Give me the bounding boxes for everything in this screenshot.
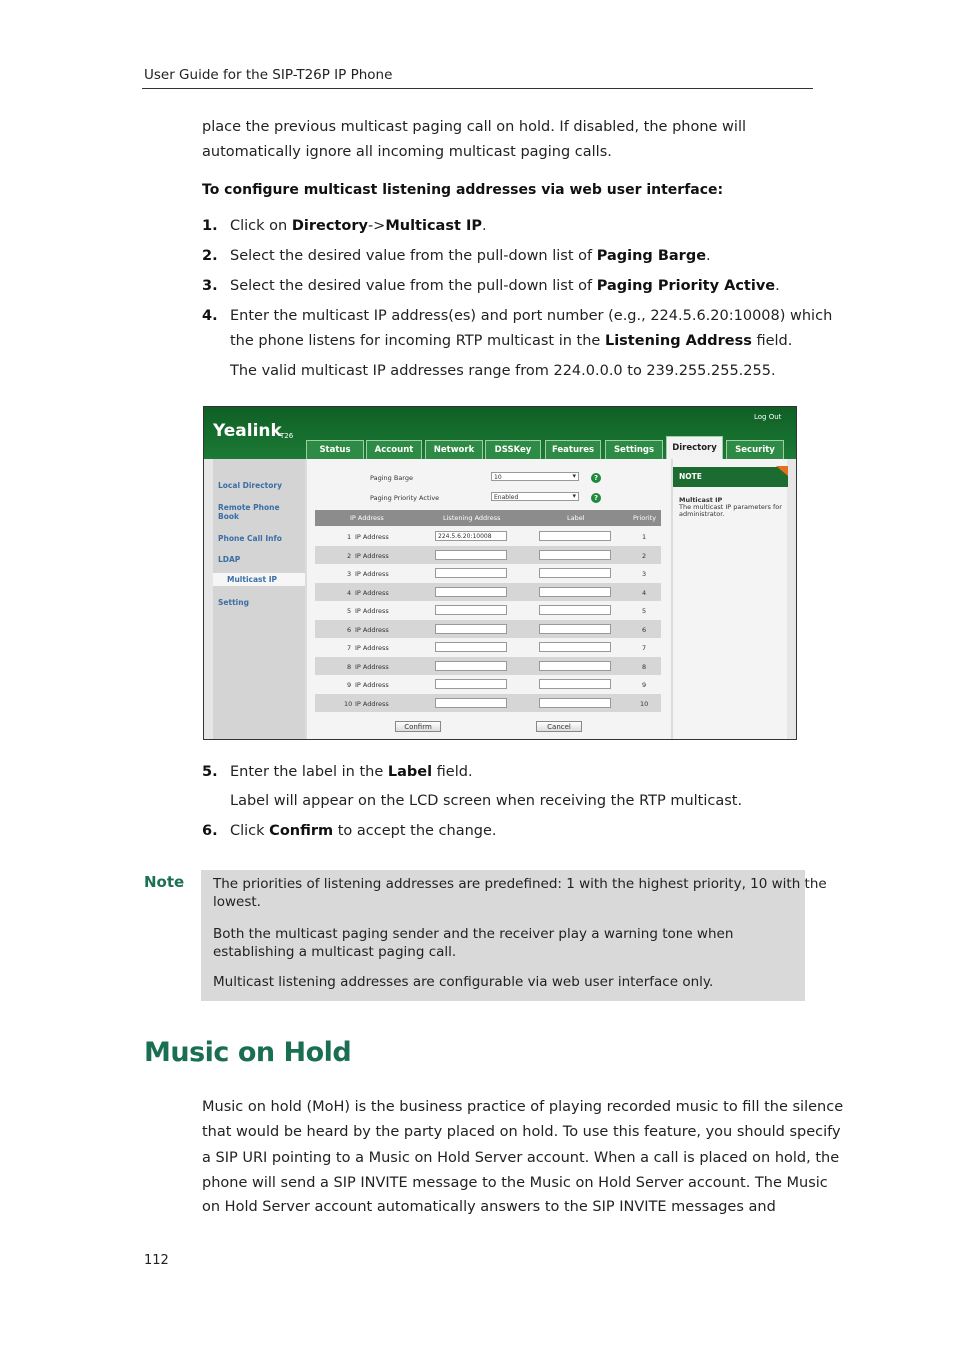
web-ui-screenshot <box>203 406 797 740</box>
row-priority: 7 <box>642 644 647 652</box>
step-3-post: . <box>775 278 780 294</box>
row-priority: 9 <box>642 681 647 689</box>
page-number: 112 <box>144 1253 169 1268</box>
listening-address-input[interactable] <box>435 587 507 597</box>
header-rule <box>142 88 813 89</box>
row-ip-label: IP Address <box>355 681 389 689</box>
step-1-directory: Directory <box>291 218 368 234</box>
tab-features[interactable]: Features <box>545 440 601 459</box>
label-input[interactable] <box>539 550 611 560</box>
row-ip-name: 8 <box>347 662 352 671</box>
step-1-arrow: -> <box>367 218 386 234</box>
step-1-text <box>230 218 487 234</box>
section-line-4: phone will send a SIP INVITE message to the Music on Hold Server account. The Music <box>202 1175 828 1191</box>
intro-line-2: automatically ignore all incoming multicast paging calls. <box>202 144 612 160</box>
listening-address-input[interactable] <box>435 642 507 652</box>
step-1-number: 1. <box>202 218 218 234</box>
yealink-logo: Yealink <box>213 421 282 441</box>
row-ip-name: 1 <box>347 533 352 541</box>
note-p1-line-2: lowest. <box>213 894 261 910</box>
label-input[interactable] <box>539 679 611 689</box>
column-ip-address: IP Address <box>350 514 384 522</box>
confirm-button[interactable]: Confirm <box>395 721 441 732</box>
step-5-pre: Enter the label in the <box>230 764 388 780</box>
step-3-paging-priority: Paging Priority Active <box>596 278 776 294</box>
label-input[interactable] <box>539 642 611 652</box>
logo-model: T26 <box>280 432 294 440</box>
step-2-pre: Select the desired value from the pull-down list of <box>230 248 597 264</box>
row-ip-name: 9 <box>347 681 352 689</box>
step-5-number: 5. <box>202 764 218 780</box>
column-priority: Priority <box>633 514 657 522</box>
label-input[interactable] <box>539 698 611 708</box>
step-5-text <box>230 764 473 780</box>
row-priority: 8 <box>642 662 647 671</box>
sidebar-item-multicast-ip[interactable]: Multicast IP <box>213 573 305 586</box>
row-ip-label: IP Address <box>355 662 389 671</box>
section-line-1: Music on hold (MoH) is the business practice of playing recorded music to fill the silence <box>202 1099 844 1115</box>
listening-address-input[interactable] <box>435 698 507 708</box>
tab-status[interactable]: Status <box>306 440 364 459</box>
sidebar-item-local-directory[interactable]: Local Directory <box>218 481 282 490</box>
label-input[interactable] <box>539 661 611 671</box>
tab-network[interactable]: Network <box>425 440 483 459</box>
procedure-heading: To configure multicast listening addresses via web user interface: <box>202 182 724 198</box>
row-ip-label: IP Address <box>355 551 389 560</box>
row-priority: 1 <box>642 533 647 541</box>
help-icon[interactable]: ? <box>591 473 601 483</box>
row-ip-name: 7 <box>347 644 352 652</box>
paging-priority-select[interactable]: Enabled ▾ <box>491 492 579 501</box>
step-2-post: . <box>706 248 711 264</box>
section-title: Music on Hold <box>144 1037 352 1068</box>
paging-barge-label: Paging Barge <box>370 474 413 482</box>
tab-settings[interactable]: Settings <box>605 440 663 459</box>
step-6-post: to accept the change. <box>333 823 497 839</box>
step-1-multicast-ip: Multicast IP <box>385 218 482 234</box>
row-ip-name: 10 <box>344 699 353 708</box>
listening-address-input[interactable]: 224.5.6.20:10008 <box>435 531 507 541</box>
tab-dsskey[interactable]: DSSKey <box>485 440 541 459</box>
tab-directory[interactable]: Directory <box>666 436 723 460</box>
listening-address-input[interactable] <box>435 550 507 560</box>
step-4-number: 4. <box>202 308 218 324</box>
row-ip-name: 4 <box>347 588 352 597</box>
row-priority: 4 <box>642 588 647 597</box>
step-5-post: field. <box>432 764 473 780</box>
row-ip-label: IP Address <box>355 588 389 597</box>
note-panel-body <box>679 497 787 518</box>
note-p2-line-2: establishing a multicast paging call. <box>213 944 457 960</box>
step-2-number: 2. <box>202 248 218 264</box>
row-ip-label: IP Address <box>355 644 389 652</box>
label-input[interactable] <box>539 531 611 541</box>
step-4-listening-address: Listening Address <box>604 333 752 349</box>
step-3-pre: Select the desired value from the pull-down list of <box>230 278 597 294</box>
intro-line-1: place the previous multicast paging call on hold. If disabled, the phone will <box>202 119 746 135</box>
row-ip-label: IP Address <box>355 699 389 708</box>
listening-address-input[interactable] <box>435 568 507 578</box>
step-4-line-2-pre: the phone listens for incoming RTP multicast in the <box>230 333 605 349</box>
logout-link[interactable]: Log Out <box>754 413 782 421</box>
section-line-5: on Hold Server account automatically answers to the SIP INVITE messages and <box>202 1199 776 1215</box>
step-4-line-2 <box>230 333 792 349</box>
listening-address-input[interactable] <box>435 605 507 615</box>
step-4-line-2-post: field. <box>751 333 793 349</box>
row-priority: 10 <box>640 699 649 708</box>
step-6-pre: Click <box>230 823 270 839</box>
step-4-line-1: Enter the multicast IP address(es) and port number (e.g., 224.5.6.20:10008) which <box>230 308 833 324</box>
step-5-line-2: Label will appear on the LCD screen when receiving the RTP multicast. <box>230 793 743 809</box>
sidebar-item-phone-call-info[interactable]: Phone Call Info <box>218 534 282 543</box>
section-line-3: a SIP URI pointing to a Music on Hold Server account. When a call is placed on hold, the <box>202 1150 840 1166</box>
help-icon[interactable]: ? <box>591 493 601 503</box>
step-6-number: 6. <box>202 823 218 839</box>
row-ip-name: 2 <box>347 551 352 560</box>
note-p1-line-1: The priorities of listening addresses are predefined: 1 with the highest priority, 10 with the <box>213 876 827 892</box>
row-priority: 6 <box>642 625 647 634</box>
listening-address-input[interactable] <box>435 624 507 634</box>
note-p3: Multicast listening addresses are configurable via web user interface only. <box>213 974 714 990</box>
tab-account[interactable]: Account <box>366 440 422 459</box>
tab-security[interactable]: Security <box>726 440 784 459</box>
paging-priority-label: Paging Priority Active <box>370 494 440 502</box>
row-ip-label: IP Address <box>355 533 389 541</box>
running-header: User Guide for the SIP-T26P IP Phone <box>144 67 393 83</box>
note-p2-line-1: Both the multicast paging sender and the receiver play a warning tone when <box>213 926 734 942</box>
row-ip-label: IP Address <box>355 625 389 634</box>
row-priority: 5 <box>642 607 647 615</box>
step-2-paging-barge: Paging Barge <box>596 248 707 264</box>
label-input[interactable] <box>539 605 611 615</box>
note-panel-subtitle: Multicast IP <box>679 496 723 504</box>
column-listening-address: Listening Address <box>443 514 501 522</box>
label-input[interactable] <box>539 587 611 597</box>
step-6-confirm: Confirm <box>269 823 334 839</box>
sidebar-item-setting[interactable]: Setting <box>218 598 249 607</box>
row-ip-name: 5 <box>347 607 352 615</box>
step-5-label: Label <box>387 764 433 780</box>
step-3-number: 3. <box>202 278 218 294</box>
row-priority: 3 <box>642 570 647 578</box>
row-ip-name: 6 <box>347 625 352 634</box>
label-input[interactable] <box>539 568 611 578</box>
note-label: Note <box>144 873 185 891</box>
step-1-pre: Click on <box>230 218 292 234</box>
listening-address-input[interactable] <box>435 679 507 689</box>
row-ip-label: IP Address <box>355 570 389 578</box>
note-panel-title: NOTE <box>673 467 788 487</box>
step-3-text <box>230 278 780 294</box>
paging-barge-select[interactable]: 10 ▾ <box>491 472 579 481</box>
step-2-text <box>230 248 711 264</box>
sidebar-item-ldap[interactable]: LDAP <box>218 555 241 564</box>
row-ip-name: 3 <box>347 570 352 578</box>
sidebar-item-remote-phone-book[interactable]: Remote Phone Book <box>218 503 280 521</box>
row-ip-label: IP Address <box>355 607 389 615</box>
step-4-line-3: The valid multicast IP addresses range from 224.0.0.0 to 239.255.255.255. <box>230 363 776 379</box>
section-line-2: that would be heard by the party placed on hold. To use this feature, you should specify <box>202 1124 841 1140</box>
listening-address-input[interactable] <box>435 661 507 671</box>
note-corner-decoration <box>776 466 788 476</box>
note-panel-text: The multicast IP parameters for administrator. <box>679 503 782 518</box>
label-input[interactable] <box>539 624 611 634</box>
column-label: Label <box>567 514 585 522</box>
step-1-post: . <box>481 218 487 234</box>
row-priority: 2 <box>642 551 647 560</box>
cancel-button[interactable]: Cancel <box>536 721 582 732</box>
step-6-text <box>230 823 497 839</box>
